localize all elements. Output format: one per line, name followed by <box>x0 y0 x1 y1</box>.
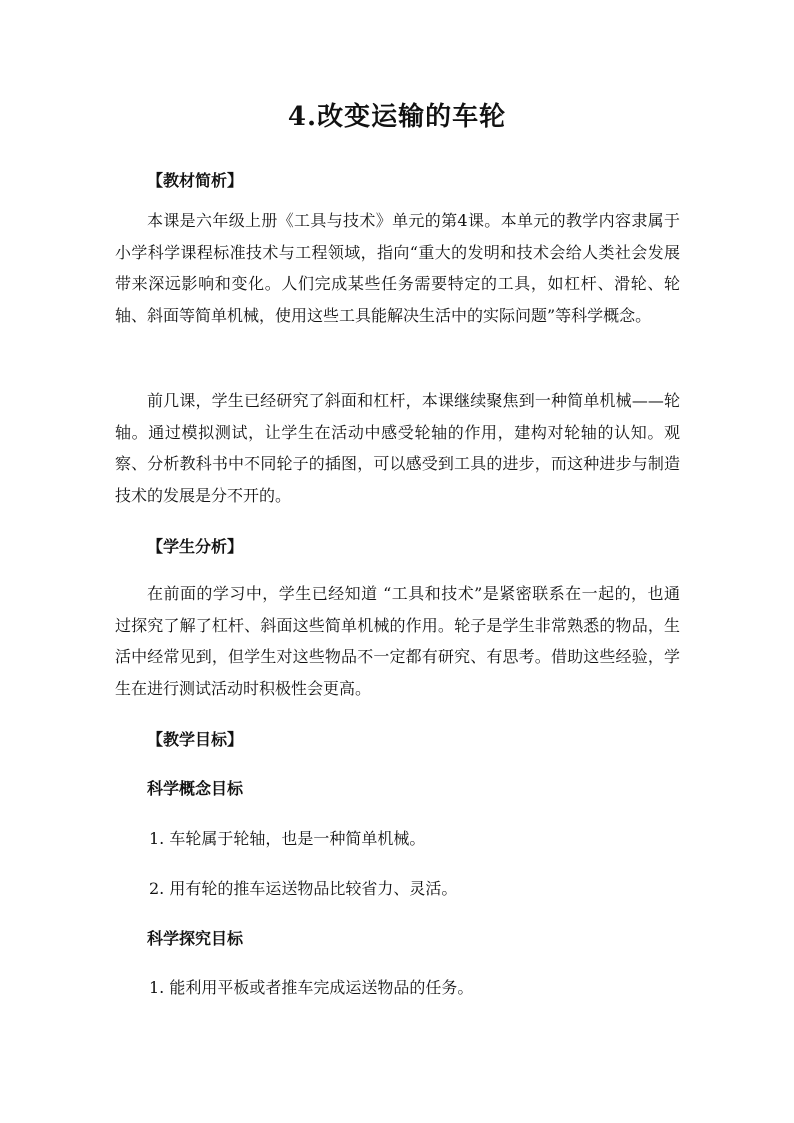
document-title: 4.改变运输的车轮 <box>287 102 507 132</box>
paragraph: 本课是六年级上册《工具与技术》单元的第4课。本单元的教学内容隶属于小学科学课程标准技术与工程领域，指向“重大的发明和技术会给人类社会发展带来深远影响和变化。人们完成某些任务需要特定的工具，如杠杆、滑轮、轮轴、斜面等简单机械，使用这些工具能解决生活中的实际问题”等科学概念。 <box>115 211 680 325</box>
section-heading-student-analysis: 【学生分析】 <box>147 537 244 556</box>
list-item: 1. 能利用平板或者推车完成运送物品的任务。 <box>149 978 474 997</box>
subheading-concept-goals: 科学概念目标 <box>147 779 244 798</box>
list-item: 2. 用有轮的推车运送物品比较省力、灵活。 <box>149 879 458 898</box>
section-heading-teaching-goals: 【教学目标】 <box>147 730 244 749</box>
list-item: 1. 车轮属于轮轴，也是一种简单机械。 <box>149 829 426 848</box>
paragraph: 在前面的学习中，学生已经知道 “工具和技术”是紧密联系在一起的，也通过探究了解了杠杆、斜面这些简单机械的作用。轮子是学生非常熟悉的物品，生活中经常见到，但学生对这些物品不一定都有研究、有思考。借助这些经验，学生在进行测试活动时积极性会更高。 <box>115 584 680 698</box>
subheading-inquiry-goals: 科学探究目标 <box>147 929 244 948</box>
paragraph: 前几课，学生已经研究了斜面和杠杆，本课继续聚焦到一种简单机械——轮轴。通过模拟测试，让学生在活动中感受轮轴的作用，建构对轮轴的认知。观察、分析教科书中不同轮子的插图，可以感受到工具的进步，而这种进步与制造技术的发展是分不开的。 <box>115 391 680 505</box>
section-heading-textbook-analysis: 【教材简析】 <box>147 171 244 190</box>
